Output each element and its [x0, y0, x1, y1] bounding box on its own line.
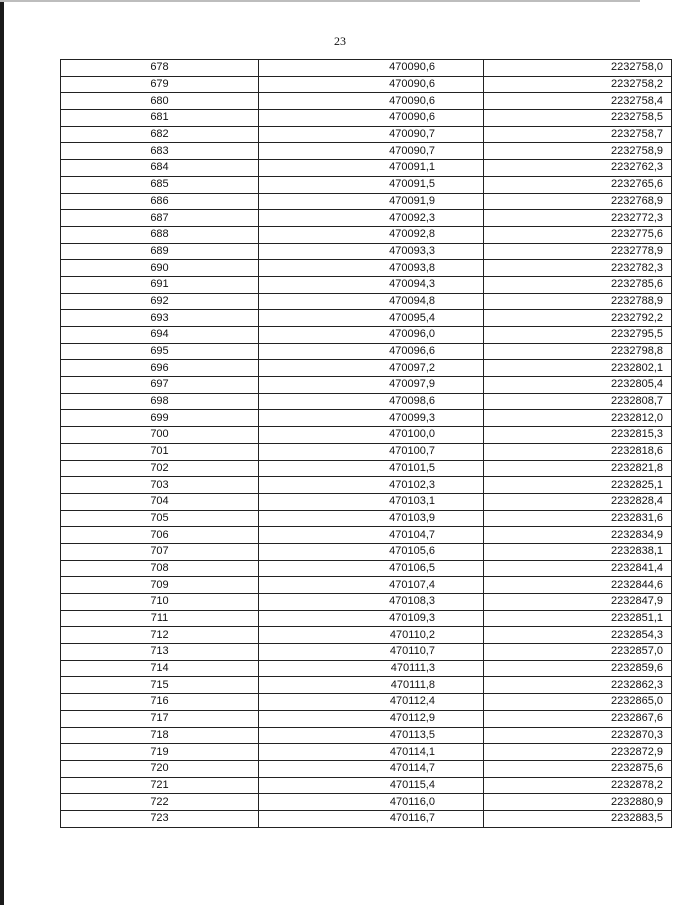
x-coordinate-cell: 470105,6: [259, 543, 484, 560]
y-coordinate-cell: 2232758,9: [484, 143, 672, 160]
point-number-cell: 693: [61, 310, 259, 327]
point-number-cell: 708: [61, 560, 259, 577]
x-coordinate-cell: 470090,6: [259, 110, 484, 127]
table-row: [61, 193, 672, 210]
y-coordinate-cell: 2232867,6: [484, 710, 672, 727]
point-number-cell: 717: [61, 710, 259, 727]
table-row: [61, 677, 672, 694]
table-row: [61, 760, 672, 777]
table-row: [61, 260, 672, 277]
point-number-cell: 683: [61, 143, 259, 160]
x-coordinate-cell: 470092,3: [259, 210, 484, 227]
y-coordinate-cell: 2232831,6: [484, 510, 672, 527]
table-row: [61, 627, 672, 644]
x-coordinate-cell: 470100,7: [259, 443, 484, 460]
y-coordinate-cell: 2232815,3: [484, 427, 672, 444]
point-number-cell: 719: [61, 744, 259, 761]
y-coordinate-cell: 2232772,3: [484, 210, 672, 227]
x-coordinate-cell: 470103,1: [259, 493, 484, 510]
y-coordinate-cell: 2232788,9: [484, 293, 672, 310]
table-row: [61, 293, 672, 310]
x-coordinate-cell: 470116,7: [259, 810, 484, 827]
y-coordinate-cell: 2232785,6: [484, 276, 672, 293]
x-coordinate-cell: 470090,7: [259, 126, 484, 143]
x-coordinate-cell: 470091,5: [259, 176, 484, 193]
table-row: [61, 360, 672, 377]
table-row: [61, 477, 672, 494]
point-number-cell: 686: [61, 193, 259, 210]
table-row: [61, 310, 672, 327]
table-row: [61, 427, 672, 444]
table-row: [61, 110, 672, 127]
coordinates-table-body: [61, 60, 672, 828]
y-coordinate-cell: 2232883,5: [484, 810, 672, 827]
table-row: [61, 594, 672, 611]
point-number-cell: 711: [61, 610, 259, 627]
x-coordinate-cell: 470109,3: [259, 610, 484, 627]
y-coordinate-cell: 2232758,4: [484, 93, 672, 110]
table-row: [61, 176, 672, 193]
point-number-cell: 709: [61, 577, 259, 594]
x-coordinate-cell: 470112,4: [259, 694, 484, 711]
table-row: [61, 443, 672, 460]
y-coordinate-cell: 2232765,6: [484, 176, 672, 193]
table-row: [61, 60, 672, 77]
coordinates-table: [60, 59, 672, 828]
y-coordinate-cell: 2232851,1: [484, 610, 672, 627]
table-row: [61, 810, 672, 827]
point-number-cell: 720: [61, 760, 259, 777]
y-coordinate-cell: 2232812,0: [484, 410, 672, 427]
table-row: [61, 377, 672, 394]
y-coordinate-cell: 2232841,4: [484, 560, 672, 577]
y-coordinate-cell: 2232798,8: [484, 343, 672, 360]
point-number-cell: 706: [61, 527, 259, 544]
x-coordinate-cell: 470108,3: [259, 594, 484, 611]
table-row: [61, 644, 672, 661]
x-coordinate-cell: 470090,6: [259, 76, 484, 93]
x-coordinate-cell: 470090,6: [259, 60, 484, 77]
point-number-cell: 697: [61, 377, 259, 394]
point-number-cell: 681: [61, 110, 259, 127]
point-number-cell: 694: [61, 327, 259, 344]
table-row: [61, 794, 672, 811]
point-number-cell: 695: [61, 343, 259, 360]
point-number-cell: 723: [61, 810, 259, 827]
point-number-cell: 710: [61, 594, 259, 611]
y-coordinate-cell: 2232834,9: [484, 527, 672, 544]
x-coordinate-cell: 470094,8: [259, 293, 484, 310]
x-coordinate-cell: 470102,3: [259, 477, 484, 494]
point-number-cell: 684: [61, 160, 259, 177]
x-coordinate-cell: 470091,9: [259, 193, 484, 210]
y-coordinate-cell: 2232872,9: [484, 744, 672, 761]
y-coordinate-cell: 2232844,6: [484, 577, 672, 594]
y-coordinate-cell: 2232880,9: [484, 794, 672, 811]
y-coordinate-cell: 2232758,5: [484, 110, 672, 127]
table-row: [61, 577, 672, 594]
point-number-cell: 712: [61, 627, 259, 644]
y-coordinate-cell: 2232862,3: [484, 677, 672, 694]
y-coordinate-cell: 2232775,6: [484, 226, 672, 243]
point-number-cell: 705: [61, 510, 259, 527]
point-number-cell: 689: [61, 243, 259, 260]
table-row: [61, 560, 672, 577]
table-row: [61, 744, 672, 761]
x-coordinate-cell: 470096,6: [259, 343, 484, 360]
table-row: [61, 777, 672, 794]
y-coordinate-cell: 2232838,1: [484, 543, 672, 560]
point-number-cell: 721: [61, 777, 259, 794]
y-coordinate-cell: 2232805,4: [484, 377, 672, 394]
x-coordinate-cell: 470106,5: [259, 560, 484, 577]
x-coordinate-cell: 470092,8: [259, 226, 484, 243]
x-coordinate-cell: 470090,7: [259, 143, 484, 160]
point-number-cell: 707: [61, 543, 259, 560]
y-coordinate-cell: 2232808,7: [484, 393, 672, 410]
y-coordinate-cell: 2232768,9: [484, 193, 672, 210]
table-row: [61, 276, 672, 293]
table-row: [61, 543, 672, 560]
point-number-cell: 704: [61, 493, 259, 510]
table-row: [61, 610, 672, 627]
point-number-cell: 682: [61, 126, 259, 143]
point-number-cell: 701: [61, 443, 259, 460]
x-coordinate-cell: 470097,2: [259, 360, 484, 377]
y-coordinate-cell: 2232828,4: [484, 493, 672, 510]
x-coordinate-cell: 470110,7: [259, 644, 484, 661]
x-coordinate-cell: 470100,0: [259, 427, 484, 444]
table-row: [61, 710, 672, 727]
table-row: [61, 243, 672, 260]
page-number: 23: [334, 34, 346, 48]
x-coordinate-cell: 470095,4: [259, 310, 484, 327]
table-row: [61, 160, 672, 177]
point-number-cell: 713: [61, 644, 259, 661]
point-number-cell: 696: [61, 360, 259, 377]
y-coordinate-cell: 2232825,1: [484, 477, 672, 494]
x-coordinate-cell: 470101,5: [259, 460, 484, 477]
x-coordinate-cell: 470090,6: [259, 93, 484, 110]
y-coordinate-cell: 2232758,0: [484, 60, 672, 77]
y-coordinate-cell: 2232778,9: [484, 243, 672, 260]
y-coordinate-cell: 2232847,9: [484, 594, 672, 611]
point-number-cell: 690: [61, 260, 259, 277]
table-row: [61, 126, 672, 143]
y-coordinate-cell: 2232870,3: [484, 727, 672, 744]
y-coordinate-cell: 2232854,3: [484, 627, 672, 644]
table-row: [61, 393, 672, 410]
x-coordinate-cell: 470099,3: [259, 410, 484, 427]
x-coordinate-cell: 470110,2: [259, 627, 484, 644]
table-row: [61, 410, 672, 427]
table-row: [61, 226, 672, 243]
point-number-cell: 716: [61, 694, 259, 711]
x-coordinate-cell: 470112,9: [259, 710, 484, 727]
page-left-edge: [0, 0, 4, 905]
table-row: [61, 510, 672, 527]
point-number-cell: 685: [61, 176, 259, 193]
y-coordinate-cell: 2232758,2: [484, 76, 672, 93]
table-row: [61, 76, 672, 93]
point-number-cell: 687: [61, 210, 259, 227]
y-coordinate-cell: 2232782,3: [484, 260, 672, 277]
x-coordinate-cell: 470104,7: [259, 527, 484, 544]
point-number-cell: 679: [61, 76, 259, 93]
table-row: [61, 493, 672, 510]
x-coordinate-cell: 470114,7: [259, 760, 484, 777]
point-number-cell: 722: [61, 794, 259, 811]
y-coordinate-cell: 2232878,2: [484, 777, 672, 794]
table-row: [61, 93, 672, 110]
point-number-cell: 691: [61, 276, 259, 293]
point-number-cell: 692: [61, 293, 259, 310]
point-number-cell: 698: [61, 393, 259, 410]
y-coordinate-cell: 2232875,6: [484, 760, 672, 777]
table-row: [61, 327, 672, 344]
x-coordinate-cell: 470107,4: [259, 577, 484, 594]
x-coordinate-cell: 470093,8: [259, 260, 484, 277]
point-number-cell: 714: [61, 660, 259, 677]
point-number-cell: 678: [61, 60, 259, 77]
y-coordinate-cell: 2232857,0: [484, 644, 672, 661]
x-coordinate-cell: 470091,1: [259, 160, 484, 177]
x-coordinate-cell: 470093,3: [259, 243, 484, 260]
x-coordinate-cell: 470111,3: [259, 660, 484, 677]
x-coordinate-cell: 470098,6: [259, 393, 484, 410]
y-coordinate-cell: 2232795,5: [484, 327, 672, 344]
y-coordinate-cell: 2232802,1: [484, 360, 672, 377]
point-number-cell: 680: [61, 93, 259, 110]
y-coordinate-cell: 2232762,3: [484, 160, 672, 177]
table-row: [61, 210, 672, 227]
point-number-cell: 703: [61, 477, 259, 494]
table-row: [61, 727, 672, 744]
table-row: [61, 694, 672, 711]
table-row: [61, 460, 672, 477]
x-coordinate-cell: 470114,1: [259, 744, 484, 761]
point-number-cell: 718: [61, 727, 259, 744]
y-coordinate-cell: 2232865,0: [484, 694, 672, 711]
point-number-cell: 688: [61, 226, 259, 243]
point-number-cell: 700: [61, 427, 259, 444]
y-coordinate-cell: 2232758,7: [484, 126, 672, 143]
x-coordinate-cell: 470113,5: [259, 727, 484, 744]
point-number-cell: 699: [61, 410, 259, 427]
y-coordinate-cell: 2232818,6: [484, 443, 672, 460]
table-row: [61, 660, 672, 677]
x-coordinate-cell: 470115,4: [259, 777, 484, 794]
y-coordinate-cell: 2232792,2: [484, 310, 672, 327]
x-coordinate-cell: 470094,3: [259, 276, 484, 293]
x-coordinate-cell: 470096,0: [259, 327, 484, 344]
point-number-cell: 702: [61, 460, 259, 477]
page-top-edge: [0, 0, 640, 2]
table-row: [61, 343, 672, 360]
table-row: [61, 527, 672, 544]
x-coordinate-cell: 470103,9: [259, 510, 484, 527]
table-row: [61, 143, 672, 160]
x-coordinate-cell: 470116,0: [259, 794, 484, 811]
point-number-cell: 715: [61, 677, 259, 694]
y-coordinate-cell: 2232859,6: [484, 660, 672, 677]
x-coordinate-cell: 470111,8: [259, 677, 484, 694]
y-coordinate-cell: 2232821,8: [484, 460, 672, 477]
x-coordinate-cell: 470097,9: [259, 377, 484, 394]
